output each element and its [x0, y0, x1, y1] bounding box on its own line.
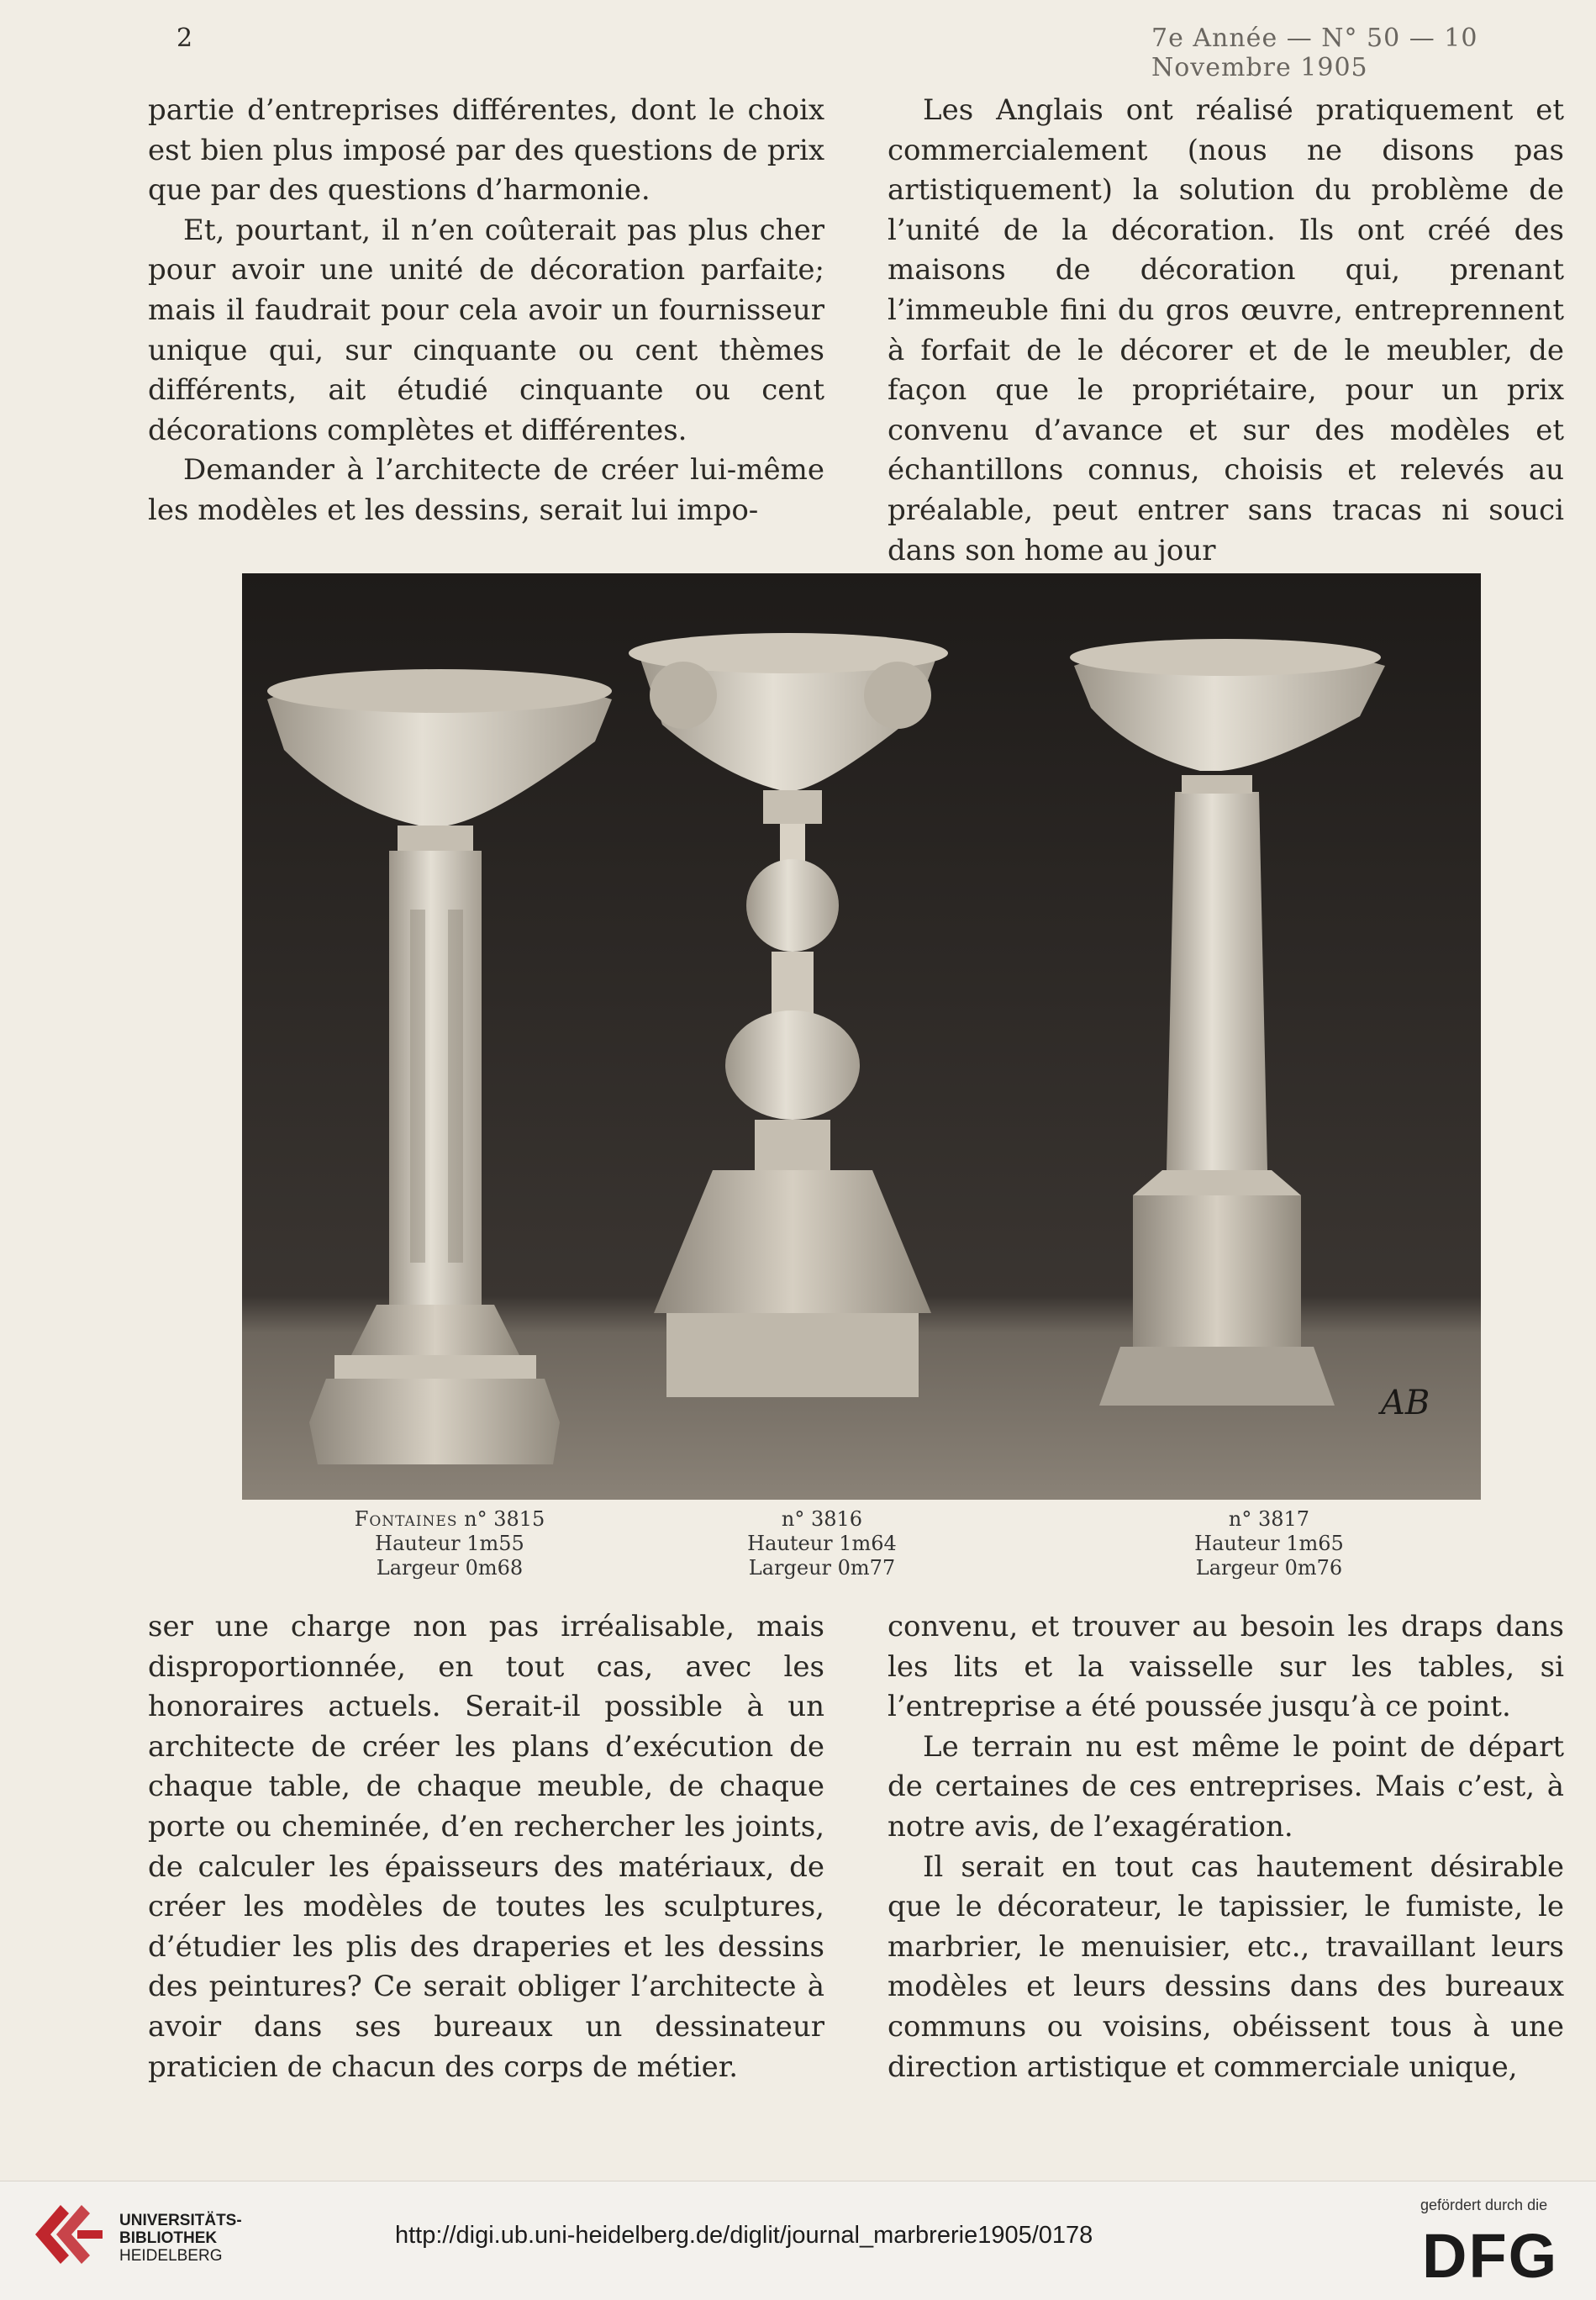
digitization-footer	[0, 2181, 1596, 2300]
column-left-bottom	[148, 1607, 824, 2087]
caption-title: n° 3817	[1228, 1507, 1310, 1531]
caption-3816	[603, 1507, 1040, 1580]
caption-3815	[231, 1507, 668, 1580]
paragraph: partie d’entreprises différentes, dont le choix est bien plus imposé par des questions de prix que par des questions d’harmonie.	[148, 93, 824, 208]
paragraph: Il serait en tout cas hautement désirable que le décorateur, le tapissier, le fumiste, le marbrier, le menuisier, etc., travaillant leurs modèles et leurs dessins dans des bureaux communs ou voisins, obéissent tous à une direction artistique et commerciale unique,	[888, 1849, 1564, 2084]
fountains-illustration	[242, 573, 1481, 1500]
running-head: 7e Année — N° 50 — 10 Novembre 1905	[1151, 24, 1478, 82]
caption-height: Hauteur 1m64	[747, 1532, 897, 1555]
caption-title: Fontaines n° 3815	[354, 1507, 545, 1531]
paragraph: Demander à l’architecte de créer lui-même les modèles et les dessins, serait lui impo-	[148, 453, 824, 527]
caption-width: Largeur 0m76	[1195, 1556, 1343, 1580]
caption-width: Largeur 0m68	[376, 1556, 524, 1580]
paragraph: Et, pourtant, il n’en coûterait pas plus cher pour avoir une unité de décoration parfaite; mais il faudrait pour cela avoir un fournisseur unique qui, sur cinquante ou cent thèmes différents, ait étudié cinquante ou cent décorations complètes et différentes.	[148, 213, 824, 447]
caption-height: Hauteur 1m65	[1194, 1532, 1344, 1555]
caption-3817	[1051, 1507, 1488, 1580]
photo-monogram: AB	[1381, 1384, 1430, 1422]
permalink-url[interactable]: http://digi.ub.uni-heidelberg.de/diglit/journal_marbrerie1905/0178	[395, 2222, 1093, 2249]
university-library-logo-icon	[27, 2197, 111, 2272]
column-right-bottom	[888, 1607, 1564, 2087]
paragraph: Le terrain nu est même le point de départ de certaines de ces entreprises. Mais c’est, à notre avis, de l’exagération.	[888, 1729, 1564, 1844]
paragraph: Les Anglais ont réalisé pratiquement et commercialement (nous ne disons pas artistiquement) la solution du problème de l’unité de la décoration. Ils ont créé des maisons de décoration qui, prenant l’immeuble fini du gros œuvre, entreprennent à forfait de le décorer et de le meubler, de façon que le propriétaire, pour un prix convenu d’avance et sur des modèles et échantillons connus, choisis et relevés au préalable, peut entrer sans tracas ni souci dans son home au jour	[888, 93, 1564, 567]
funded-by-label: gefördert durch die	[1420, 2197, 1548, 2213]
column-left-top	[148, 91, 824, 531]
library-name: UNIVERSITÄTS- BIBLIOTHEK HEIDELBERG	[119, 2212, 242, 2265]
column-right-top	[888, 91, 1564, 571]
page-number: 2	[176, 24, 193, 53]
paragraph: convenu, et trouver au besoin les draps dans les lits et la vaisselle sur les tables, si l’entreprise a été poussée jusqu’à ce point.	[888, 1610, 1564, 1724]
paragraph: ser une charge non pas irréalisable, mais disproportionnée, en tout cas, avec les honoraires actuels. Serait-il possible à un architecte de créer les plans d’exécution de chaque table, de chaque meuble, de chaque porte ou cheminée, d’en rechercher les joints, de calculer les épaisseurs des matériaux, de créer les modèles de toutes les sculptures, d’étudier les plis des draperies et les dessins des peintures? Ce serait obliger l’architecte à avoir dans ses bureaux un dessinateur praticien de chacun des corps de métier.	[148, 1610, 824, 2084]
caption-width: Largeur 0m77	[748, 1556, 896, 1580]
caption-height: Hauteur 1m55	[375, 1532, 524, 1555]
fountains-photograph	[242, 573, 1481, 1500]
caption-title: n° 3816	[781, 1507, 863, 1531]
dfg-logo: DFG	[1422, 2221, 1559, 2291]
